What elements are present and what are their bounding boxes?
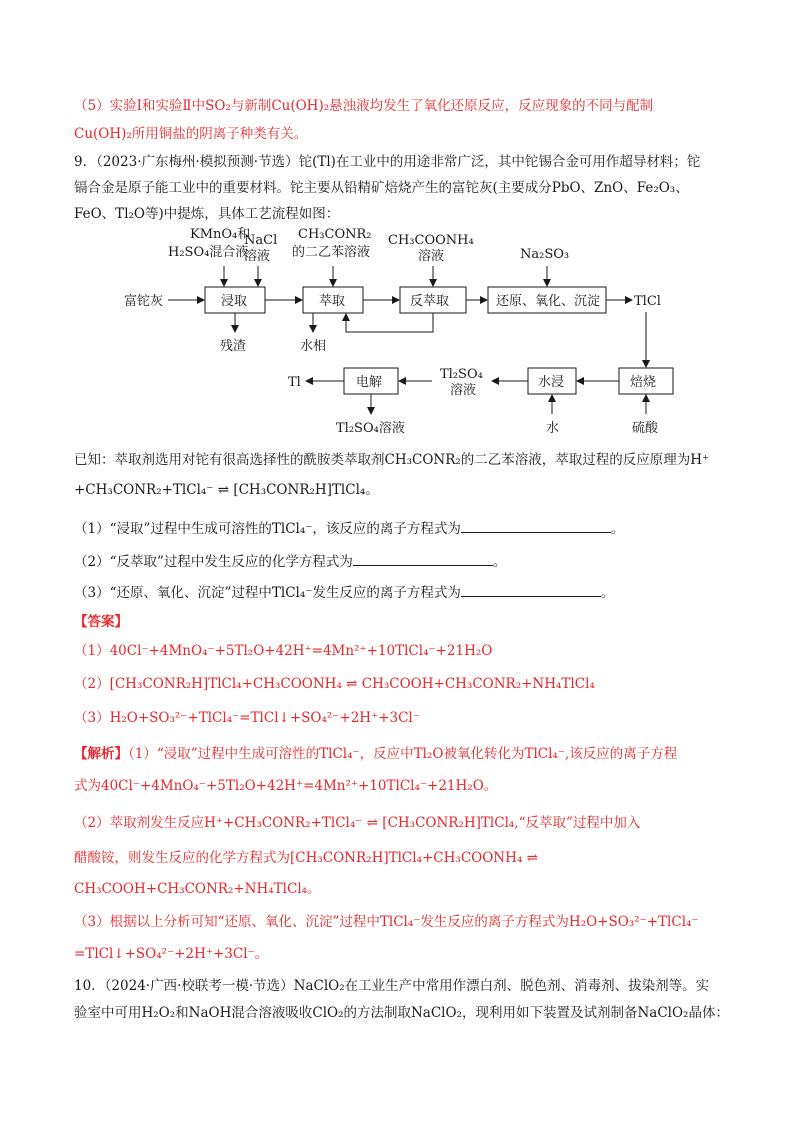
analysis-line-1b: 式为40Cl⁻+4MnO₄⁻+5Tl₂O+42H⁺=4Mn²⁺+10TlCl₄⁻+21H₂O。 [74, 778, 498, 794]
input-sulfuric-acid-label: 硫酸 [632, 421, 659, 436]
q9-intro-line-2: 镉合金是原子能工业中的重要材料。铊主要从铅精矿焙烧产生的富铊灰(主要成分PbO、ZnO、Fe₂O₃、 [74, 180, 689, 196]
analysis-line-3a: （3）根据以上分析可知“还原、氧化、沉淀”过程中TlCl₄⁻发生反应的离子方程式为H₂O+SO₃²⁻+TlCl₄⁻ [74, 914, 699, 930]
end-mark-1: 。 [610, 521, 625, 537]
analysis-line-1a [74, 744, 734, 764]
subquestion-3-text: （3）“还原、氧化、沉淀”过程中TlCl₄⁻发生反应的离子方程式为 [74, 585, 461, 601]
answer-3: （3）H₂O+SO₃²⁻+TlCl₄⁻=TlCl↓+SO₄²⁻+2H⁺+3Cl⁻ [74, 710, 420, 726]
analysis-line-2c: CH₃COOH+CH₃CONR₂+NH₄TlCl₄。 [74, 881, 321, 897]
reagent-h2so4-label: H₂SO₄混合液 [168, 245, 249, 260]
q10-line-2: 验室中可用H₂O₂和NaOH混合溶液吸收ClO₂的方法制取NaClO₂，现利用如下装置及试剂制备NaClO₂晶体： [74, 1005, 729, 1021]
answer-1: （1）40Cl⁻+4MnO₄⁻+5Tl₂O+42H⁺=4Mn²⁺+10TlCl₄⁻+21H₂O [74, 643, 493, 659]
reagent-ammonium-acetate-label: CH₃COONH₄ [388, 233, 474, 248]
waste-aqueous-label: 水相 [300, 339, 327, 354]
step-reduce-label: 还原、氧化、沉淀 [496, 294, 601, 309]
final-product-tl-label: Tl [288, 375, 301, 390]
step-roast-label: 焙烧 [630, 375, 657, 390]
reagent-nacl-solution-label: 溶液 [244, 249, 271, 264]
answer-heading: 【答案】 [74, 614, 128, 630]
analysis-line-3b: =TlCl↓+SO₄²⁻+2H⁺+3Cl⁻。 [74, 946, 269, 962]
answer-blank-3 [461, 582, 601, 597]
q9-intro-line-3: FeO、Tl₂O等)中提炼，具体工艺流程如图： [74, 206, 340, 222]
analysis-line-2a: （2）萃取剂发生反应H⁺+CH₃CONR₂+TlCl₄⁻ ⇌ [CH₃CONR₂H]TlCl₄,“反萃取”过程中加入 [74, 815, 641, 831]
start-material-label: 富铊灰 [124, 294, 164, 309]
step-extract-label: 萃取 [319, 294, 346, 309]
subquestion-1-text: （1）“浸取”过程中生成可溶性的TlCl₄⁻，该反应的离子方程式为 [74, 521, 461, 537]
q5-line-1: （5）实验Ⅰ和实验Ⅱ中SO₂与新制Cu(OH)₂悬浊液均发生了氧化还原反应，反应现象的不同与配制 [74, 98, 654, 114]
q9-known-line-2: +CH₃CONR₂+TlCl₄⁻ ⇌ [CH₃CONR₂H]TlCl₄。 [74, 482, 379, 498]
q9-known-line-1: 已知：萃取剂选用对铊有很高选择性的酰胺类萃取剂CH₃CONR₂的二乙苯溶液，萃取过程的反应原理为H⁺ [74, 452, 710, 468]
output-tl2so4-solution-label: Tl₂SO₄溶液 [336, 421, 405, 436]
reagent-extractant-label: CH₃CONR₂ [298, 227, 372, 242]
input-water-label: 水 [546, 421, 560, 436]
reagent-kmno4-label: KMnO₄和 [190, 227, 251, 242]
intermediate-tl2so4-label: Tl₂SO₄ [440, 367, 483, 382]
q5-line-2: Cu(OH)₂所用铜盐的阴离子种类有关。 [74, 126, 308, 142]
step-electrolysis-label: 电解 [356, 375, 383, 390]
process-flow-diagram [110, 222, 690, 442]
reagent-na2so3-label: Na₂SO₃ [520, 247, 570, 262]
q9-subquestion-2 [74, 551, 734, 572]
q10-line-1: 10．（2024·广西·校联考一模·节选）NaClO₂在工业生产中常用作漂白剂、脱色剂、消毒剂、拔染剂等。实 [74, 978, 710, 994]
q9-subquestion-1 [74, 518, 734, 539]
reagent-ammonium-acetate-solution-label: 溶液 [418, 249, 445, 264]
step-water-leach-label: 水浸 [538, 375, 565, 390]
analysis-1a-text: （1）“浸取”过程中生成可溶性的TlCl₄⁻，反应中Tl₂O被氧化转化为TlCl₄⁻,该反应的离子方程 [128, 746, 678, 762]
reagent-extractant-solvent-label: 的二乙苯溶液 [292, 245, 371, 260]
answer-blank-1 [461, 518, 611, 533]
analysis-line-2b: 醋酸铵，则发生反应的化学方程式为[CH₃CONR₂H]TlCl₄+CH₃COONH₄ ⇌ [74, 850, 538, 866]
step-back-extract-label: 反萃取 [410, 294, 450, 309]
waste-residue-label: 残渣 [220, 339, 247, 354]
subquestion-2-text: （2）“反萃取”过程中发生反应的化学方程式为 [74, 554, 353, 570]
end-mark-3: 。 [600, 585, 615, 601]
reagent-nacl-label: NaCl [244, 233, 278, 248]
analysis-heading: 【解析】 [74, 746, 128, 762]
q9-subquestion-3 [74, 582, 734, 603]
product-tlcl-label: TlCl [634, 294, 661, 309]
answer-2: （2）[CH₃CONR₂H]TlCl₄+CH₃COONH₄ ⇌ CH₃COOH+CH₃CONR₂+NH₄TlCl₄ [74, 676, 595, 692]
answer-blank-2 [353, 551, 493, 566]
q9-intro-line-1: 9．（2023·广东梅州·模拟预测·节选）铊(Tl)在工业中的用途非常广泛，其中铊锡合金可用作超导材料；铊 [74, 154, 701, 170]
intermediate-solution-label: 溶液 [450, 383, 477, 398]
step-leach-label: 浸取 [221, 294, 248, 309]
end-mark-2: 。 [492, 554, 507, 570]
